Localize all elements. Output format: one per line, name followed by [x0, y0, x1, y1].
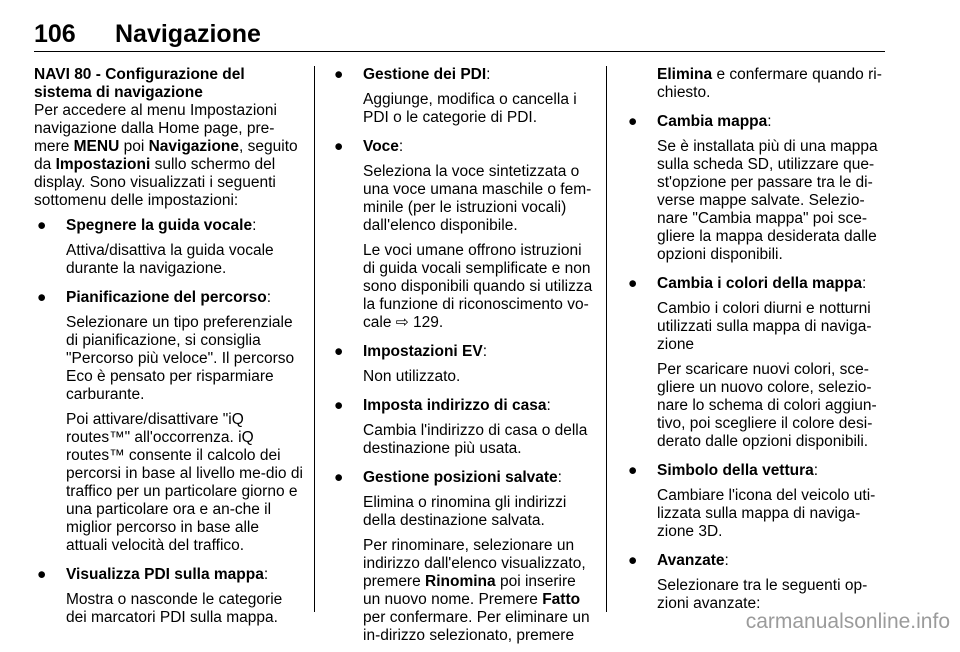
list-item	[625, 552, 885, 613]
intro-paragraph: Per accedere al menu Impostazioni navigazione dalla Home page, pre-mere MENU poi Navigazione, seguito da Impostazioni sullo schermo del display. Sono visualizzati i seguenti sottomenu delle impostazioni:	[34, 102, 298, 209]
bullet-icon: ●	[37, 566, 47, 583]
watermark: carmanualsonline.info	[745, 610, 950, 633]
bullet-icon: ●	[37, 289, 47, 306]
item-label-text: Gestione posizioni salvate	[363, 469, 558, 486]
bullet-icon: ●	[37, 217, 47, 234]
item-label-text: Imposta indirizzo di casa	[363, 397, 547, 414]
bullet-icon: ●	[334, 66, 344, 83]
bold-term: Navigazione	[148, 138, 240, 155]
item-label: Simbolo della vettura:	[657, 462, 819, 479]
item-description: Aggiunge, modifica o cancella i PDI o le categorie di PDI.	[363, 91, 577, 126]
item-description: Poi attivare/disattivare "iQ routes™" all'occorrenza. iQ routes™ consente il calcolo dei percorsi in base al livello me-dio di traffico per un particolare giorno e una particolare ora e an-che il miglior percorso in base alle attuali velocità del traffico.	[66, 411, 303, 554]
list-item	[625, 113, 885, 264]
bold-term: Rinomina	[425, 573, 496, 590]
settings-list	[331, 66, 593, 530]
settings-list	[625, 113, 885, 613]
continuation-paragraph: Elimina e confermare quando ri-chiesto.	[657, 66, 882, 101]
bold-term: Impostazioni	[55, 156, 151, 173]
item-description: Cambia l'indirizzo di casa o della destinazione più usata.	[363, 422, 588, 457]
column-divider	[314, 66, 315, 612]
header-rule	[34, 51, 885, 52]
item-description: Attiva/disattiva la guida vocale durante la navigazione.	[66, 242, 274, 277]
item-label: Avanzate:	[657, 552, 729, 569]
bullet-icon: ●	[628, 113, 638, 130]
item-label-text: Avanzate	[657, 552, 725, 569]
item-description: Selezionare un tipo preferenziale di pianificazione, si consiglia "Percorso più veloce". Il percorso Eco è pensato per risparmiare carburante.	[66, 314, 295, 403]
rename-paragraph: Per rinominare, selezionare un indirizzo dall'elenco visualizzato, premere Rinomina poi inserire un nuovo nome. Premere Fatto per confermare. Per eliminare un in-dirizzo selezionato, premere	[363, 537, 590, 644]
item-label-text: Spegnere la guida vocale	[66, 217, 253, 234]
item-description: Cambiare l'icona del veicolo uti-lizzata sulla mappa di naviga-zione 3D.	[657, 487, 876, 540]
page-number: 106	[34, 20, 76, 48]
list-item	[331, 469, 593, 530]
list-item	[34, 217, 304, 278]
item-label: Gestione dei PDI:	[363, 66, 491, 83]
settings-list	[34, 217, 304, 627]
item-description: Non utilizzato.	[363, 368, 461, 385]
item-label: Gestione posizioni salvate:	[363, 469, 562, 486]
item-label-text: Voce	[363, 138, 399, 155]
item-description: Le voci umane offrono istruzioni di guida vocali semplificate e non sono disponibili quando si utilizza la funzione di riconoscimento vo-cale ⇨ 129.	[363, 242, 593, 331]
item-label: Imposta indirizzo di casa:	[363, 397, 551, 414]
item-description: Elimina o rinomina gli indirizzi della destinazione salvata.	[363, 494, 567, 529]
item-label: Cambia i colori della mappa:	[657, 275, 867, 292]
item-label: Visualizza PDI sulla mappa:	[66, 566, 269, 583]
item-label-text: Cambia mappa	[657, 113, 768, 130]
list-item	[625, 275, 885, 451]
bold-term: Fatto	[542, 591, 581, 608]
item-label: Impostazioni EV:	[363, 343, 488, 360]
item-label-text: Simbolo della vettura	[657, 462, 814, 479]
list-item	[625, 462, 885, 541]
item-label: Pianificazione del percorso:	[66, 289, 272, 306]
item-label-text: Gestione dei PDI	[363, 66, 487, 83]
item-label: Spegnere la guida vocale:	[66, 217, 257, 234]
bullet-icon: ●	[334, 469, 344, 486]
list-item	[34, 289, 304, 555]
item-description: Seleziona la voce sintetizzata o una voce umana maschile o fem-minile (per le istruzioni vocali) dall'elenco disponibile.	[363, 163, 592, 234]
bold-term: MENU	[73, 138, 120, 155]
section-title: NAVI 80 - Configurazione del sistema di navigazione	[34, 66, 245, 101]
page-title: Navigazione	[115, 20, 261, 48]
bullet-icon: ●	[628, 462, 638, 479]
column-2	[331, 66, 593, 652]
item-label-text: Impostazioni EV	[363, 343, 483, 360]
bullet-icon: ●	[628, 275, 638, 292]
list-item	[34, 566, 304, 627]
list-item	[331, 66, 593, 127]
list-item	[331, 138, 593, 332]
bullet-icon: ●	[334, 343, 344, 360]
bullet-icon: ●	[628, 552, 638, 569]
column-1	[34, 66, 304, 634]
bullet-icon: ●	[334, 397, 344, 414]
list-item	[331, 397, 593, 458]
item-description: Se è installata più di una mappa sulla scheda SD, utilizzare que-st'opzione per passare tra le di-verse mappe salvate. Selezio-nare "Cambia mappa" poi sce-gliere la mappa desiderata dalle opzioni disponibili.	[657, 138, 878, 263]
item-label: Voce:	[363, 138, 404, 155]
item-description: Per scaricare nuovi colori, sce-gliere un nuovo colore, selezio-nare lo schema di colori aggiun-tivo, poi scegliere il colore desi-derato dalle opzioni disponibili.	[657, 361, 877, 450]
item-label-text: Pianificazione del percorso	[66, 289, 267, 306]
column-divider	[606, 66, 607, 612]
item-description: Mostra o nasconde le categorie dei marcatori PDI sulla mappa.	[66, 591, 283, 626]
item-label: Cambia mappa:	[657, 113, 772, 130]
column-3	[625, 66, 885, 620]
item-description: Selezionare tra le seguenti op-zioni avanzate:	[657, 577, 868, 612]
item-label-text: Visualizza PDI sulla mappa	[66, 566, 264, 583]
item-description: Cambio i colori diurni e notturni utilizzati sulla mappa di naviga-zione	[657, 300, 872, 353]
bullet-icon: ●	[334, 138, 344, 155]
bold-term: Elimina	[657, 66, 713, 83]
list-item	[331, 343, 593, 386]
item-label-text: Cambia i colori della mappa	[657, 275, 863, 292]
